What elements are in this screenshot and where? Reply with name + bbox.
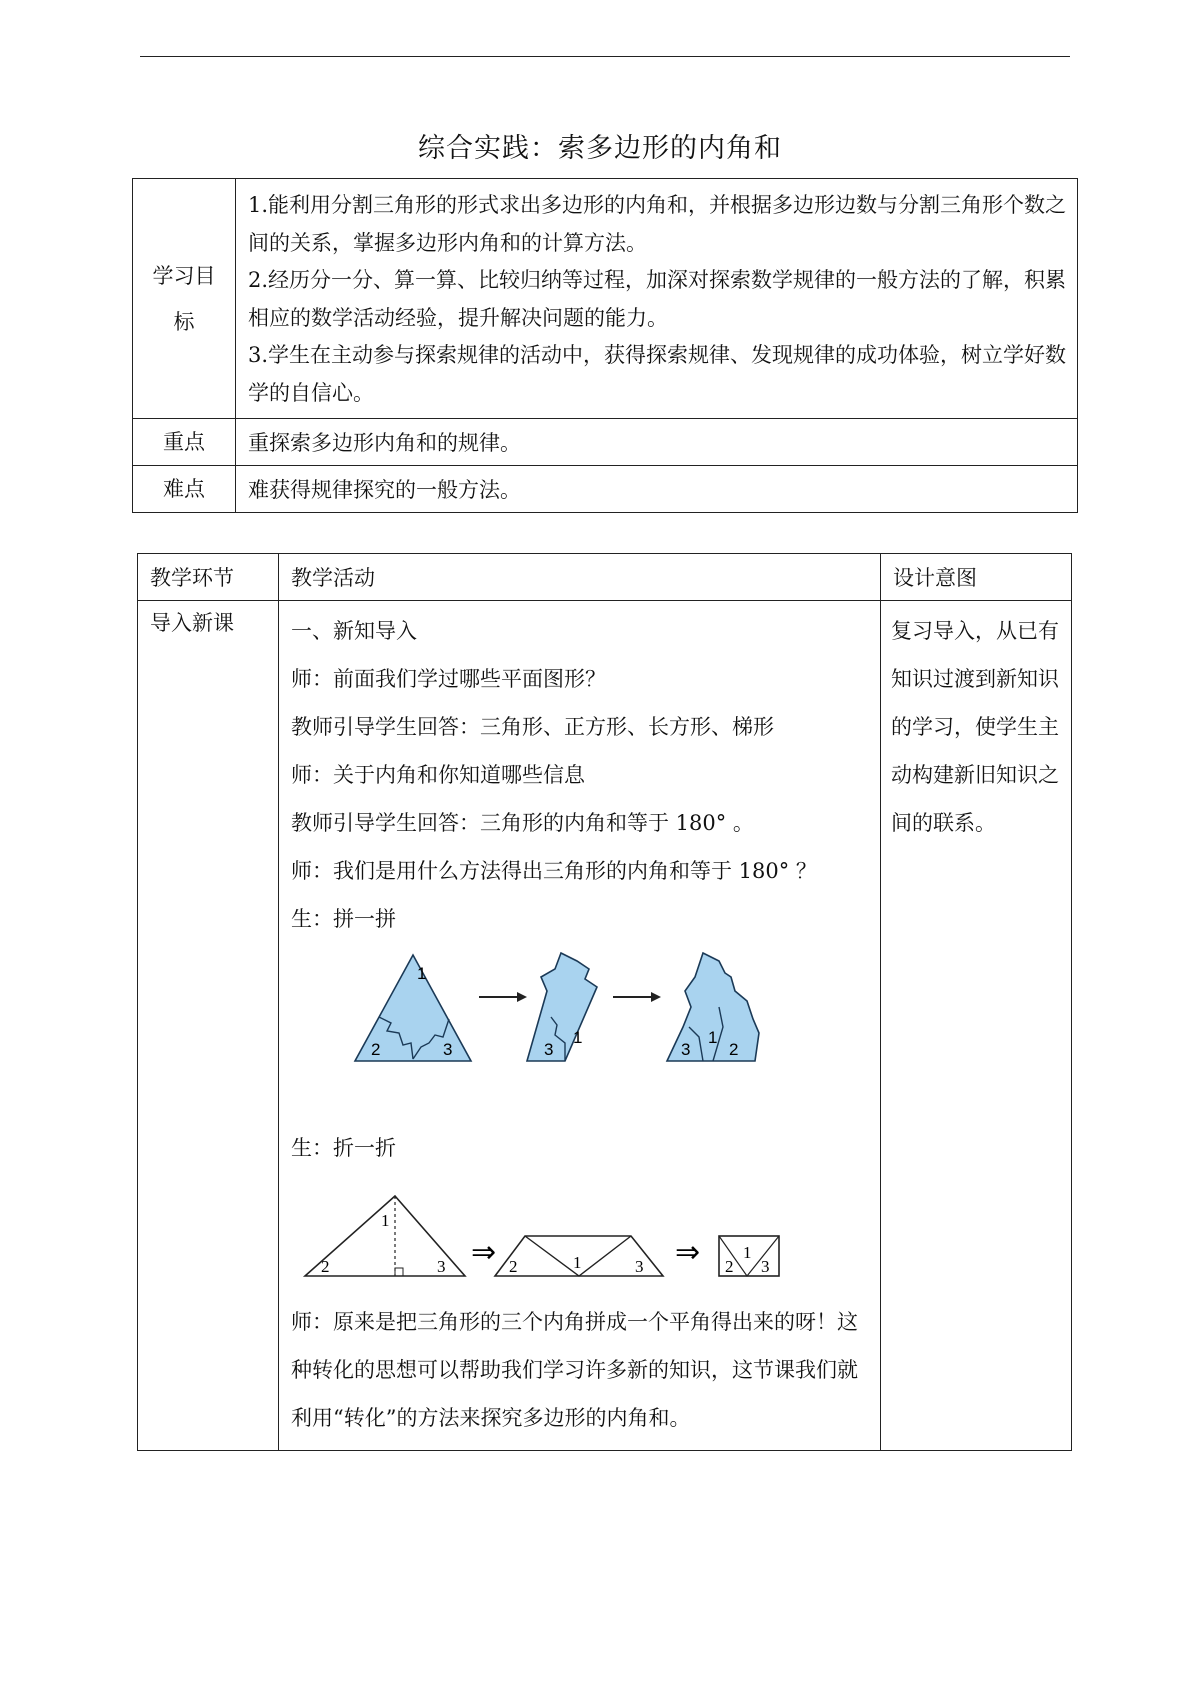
key-point-text: 重探索多边形内角和的规律。 xyxy=(236,419,1078,466)
jigsaw-label: 2 xyxy=(371,1040,381,1059)
objectives-cell xyxy=(236,179,1078,419)
fold-label: 2 xyxy=(509,1257,518,1276)
intent-cell: 复习导入，从已有知识过渡到新知识的学习，使学生主动构建新旧知识之间的联系。 xyxy=(881,601,1072,1451)
objective-item: 1.能利用分割三角形的形式求出多边形的内角和，并根据多边形边数与分割三角形个数之间的关系，掌握多边形内角和的计算方法。 xyxy=(248,193,1067,255)
objectives-label: 学习目标 xyxy=(133,179,236,419)
activity-closing-text: 师：原来是把三角形的三个内角拼成一个平角得出来的呀！这种转化的思想可以帮助我们学习许多新的知识，这节课我们就利用“转化”的方法来探究多边形的内角和。 xyxy=(291,1310,858,1430)
activity-line: 师：关于内角和你知道哪些信息 xyxy=(291,763,585,787)
objectives-table xyxy=(132,178,1078,513)
header-intent: 设计意图 xyxy=(881,554,1072,601)
jigsaw-label: 1 xyxy=(708,1028,718,1047)
objective-item: 3.学生在主动参与探索规律的活动中，获得探索规律、发现规律的成功体验，树立学好数学的自信心。 xyxy=(248,343,1067,405)
fold-label: 1 xyxy=(381,1211,390,1230)
activity-line: 师：前面我们学过哪些平面图形？ xyxy=(291,667,606,691)
difficulty-text: 难获得规律探究的一般方法。 xyxy=(236,466,1078,513)
jigsaw-figure xyxy=(351,947,771,1072)
fold-arrow: ⇒ xyxy=(675,1235,701,1270)
lesson-plan-table xyxy=(137,553,1072,1451)
jigsaw-label: 2 xyxy=(729,1040,739,1059)
right-angle-mark xyxy=(395,1268,403,1276)
fold-figure xyxy=(301,1182,781,1292)
fold-label: 2 xyxy=(725,1257,734,1276)
fold-label: 2 xyxy=(321,1257,330,1276)
activity-line: 生：折一折 xyxy=(291,1136,396,1160)
header-stage: 教学环节 xyxy=(138,554,279,601)
page-title: 综合实践：索多边形的内角和 xyxy=(418,133,782,164)
jigsaw-label: 1 xyxy=(417,964,427,983)
objective-item: 2.经历分一分、算一算、比较归纳等过程，加深对探索数学规律的一般方法的了解，积累相应的数学活动经验，提升解决问题的能力。 xyxy=(248,268,1067,330)
fold-label: 1 xyxy=(743,1243,752,1262)
activity-line: 生：拼一拼 xyxy=(291,907,396,931)
difficulty-label: 难点 xyxy=(133,466,236,513)
activity-cell xyxy=(279,601,881,1451)
jigsaw-shape-2 xyxy=(527,953,597,1061)
fold-arrow: ⇒ xyxy=(471,1235,497,1270)
activity-line: 一、新知导入 xyxy=(291,619,417,643)
jigsaw-label: 1 xyxy=(573,1028,583,1047)
arrow-head xyxy=(651,992,661,1002)
fold-label: 3 xyxy=(635,1257,644,1276)
arrow-head xyxy=(517,992,527,1002)
key-point-label: 重点 xyxy=(133,419,236,466)
header-activity: 教学活动 xyxy=(279,554,881,601)
activity-line: 师：我们是用什么方法得出三角形的内角和等于 180° ？ xyxy=(291,859,817,883)
jigsaw-label: 3 xyxy=(681,1040,691,1059)
activity-line: 教师引导学生回答：三角形、正方形、长方形、梯形 xyxy=(291,715,774,739)
fold-label: 3 xyxy=(437,1257,446,1276)
stage-cell: 导入新课 xyxy=(138,601,279,1451)
fold-label: 1 xyxy=(573,1253,582,1272)
activity-line: 教师引导学生回答：三角形的内角和等于 180° 。 xyxy=(291,811,754,835)
jigsaw-label: 3 xyxy=(544,1040,554,1059)
jigsaw-label: 3 xyxy=(443,1040,453,1059)
header-rule xyxy=(140,56,1070,57)
fold-label: 3 xyxy=(761,1257,770,1276)
